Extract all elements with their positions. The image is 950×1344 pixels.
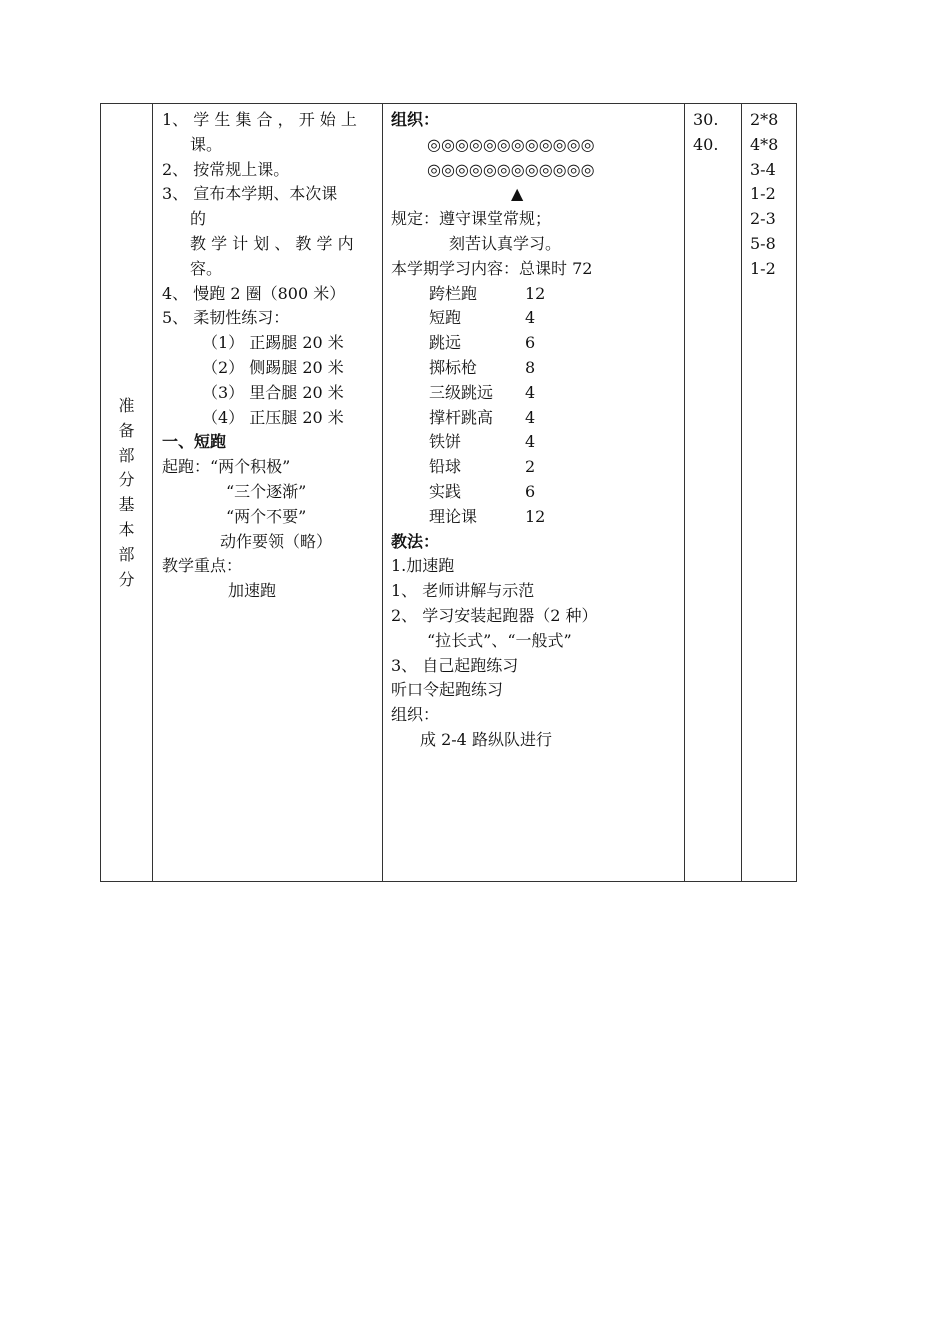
subject-row	[391, 430, 684, 455]
subject-row	[391, 282, 684, 307]
subject-hours: 6	[525, 333, 536, 353]
subject-list	[391, 282, 684, 530]
rules-line: 规定：遵守课堂常规；	[391, 209, 552, 229]
subject-name: 掷标枪	[429, 357, 478, 377]
content-line: 教 学 计 划 、 教 学 内	[190, 233, 354, 253]
subject-name: 跨栏跑	[429, 283, 478, 303]
content-line: 教学重点：	[162, 556, 243, 576]
content-line: 2、 按常规上课。	[162, 159, 290, 179]
content-line: 动作要领（略）	[220, 531, 333, 551]
time-cell	[684, 104, 741, 881]
subject-row	[391, 356, 684, 381]
content-line: 1、 学 生 集 合 ， 开 始 上	[162, 110, 357, 129]
content-line: 一、短跑	[162, 432, 227, 452]
subject-row	[391, 505, 684, 530]
teaching-line: 2、 学习安装起跑器（2 种）	[391, 605, 598, 625]
content-line: 5、 柔韧性练习：	[162, 308, 290, 328]
subject-hours: 8	[525, 357, 536, 377]
subject-hours: 4	[525, 432, 536, 452]
subject-row	[391, 331, 684, 356]
teaching-line: 1.加速跑	[391, 556, 455, 576]
section-label-char: 分	[118, 470, 135, 490]
teacher-marker-icon: ▲	[511, 184, 524, 204]
content-line: 加速跑	[228, 581, 277, 601]
subject-hours: 6	[525, 481, 536, 501]
subject-name: 三级跳远	[429, 382, 494, 402]
section-label-char: 分	[118, 569, 135, 589]
content-line: （2） 侧踢腿 20 米	[202, 357, 344, 377]
subject-name: 铁饼	[429, 432, 462, 452]
practice-line: 组织：	[391, 705, 440, 725]
reps-value: 2-3	[750, 209, 776, 229]
practice-line: 听口令起跑练习	[391, 680, 504, 700]
content-line: “两个不要”	[226, 506, 307, 526]
subject-hours: 12	[525, 283, 546, 303]
subject-name: 实践	[429, 481, 462, 501]
subject-name: 撑杆跳高	[429, 407, 494, 427]
content-line: 4、 慢跑 2 圈（800 米）	[162, 283, 346, 303]
teaching-list	[391, 554, 684, 628]
content-line: 3、 宣布本学期、本次课	[162, 184, 338, 204]
organization-title: 组织：	[391, 110, 440, 129]
content-line: 课。	[190, 134, 223, 154]
reps-value: 2*8	[750, 110, 779, 129]
teaching-line: 1、 老师讲解与示范	[391, 581, 535, 601]
reps-value: 5-8	[750, 233, 776, 253]
content-line: （3） 里合腿 20 米	[202, 382, 344, 402]
reps-value: 4*8	[750, 134, 779, 154]
subject-row	[391, 306, 684, 331]
subject-name: 跳远	[429, 333, 462, 353]
reps-value: 1-2	[750, 258, 776, 278]
time-value: 30.	[693, 110, 719, 129]
teaching-title: 教法：	[391, 531, 440, 551]
column-formation-line: 成 2-4 路纵队进行	[420, 729, 552, 749]
subject-name: 短跑	[429, 308, 462, 328]
subject-name: 理论课	[429, 506, 478, 526]
subject-name: 铅球	[429, 457, 462, 477]
content-line: （1） 正踢腿 20 米	[202, 333, 344, 353]
section-label	[101, 394, 152, 592]
subject-hours: 12	[525, 506, 546, 526]
subject-hours: 4	[525, 407, 536, 427]
practice-list	[391, 654, 684, 728]
content-line: （4） 正压腿 20 米	[202, 407, 344, 427]
content-line: 的	[190, 209, 207, 229]
section-label-cell	[101, 104, 152, 881]
reps-value: 1-2	[750, 184, 776, 204]
content-line: “三个逐渐”	[226, 481, 307, 501]
start-styles-line: “拉长式”、“一般式”	[427, 630, 572, 650]
subject-hours: 4	[525, 382, 536, 402]
subject-hours: 2	[525, 457, 536, 477]
content-line: 起跑：“两个积极”	[162, 457, 291, 477]
section-label-char: 备	[118, 420, 135, 440]
practice-line: 3、 自己起跑练习	[391, 655, 519, 675]
section-label-char: 准	[118, 396, 135, 415]
section-label-char: 部	[118, 544, 135, 564]
formation-row: ◎◎◎◎◎◎◎◎◎◎◎◎	[427, 159, 595, 179]
subject-row	[391, 480, 684, 505]
method-cell	[382, 104, 684, 881]
subject-row	[391, 381, 684, 406]
subject-row	[391, 406, 684, 431]
time-value: 40.	[693, 134, 719, 154]
subject-row	[391, 455, 684, 480]
reps-cell	[741, 104, 798, 881]
content-cell	[152, 104, 382, 881]
formation-row: ◎◎◎◎◎◎◎◎◎◎◎◎	[427, 134, 595, 154]
content-line: 容。	[190, 258, 223, 278]
semester-title: 本学期学习内容：总课时 72	[391, 258, 593, 278]
section-label-char: 本	[118, 519, 135, 539]
rules-line: 刻苦认真学习。	[449, 233, 562, 253]
section-label-char: 基	[118, 495, 135, 515]
reps-value: 3-4	[750, 159, 776, 179]
subject-hours: 4	[525, 308, 536, 328]
section-label-char: 部	[118, 445, 135, 465]
lesson-plan-table	[100, 103, 797, 882]
